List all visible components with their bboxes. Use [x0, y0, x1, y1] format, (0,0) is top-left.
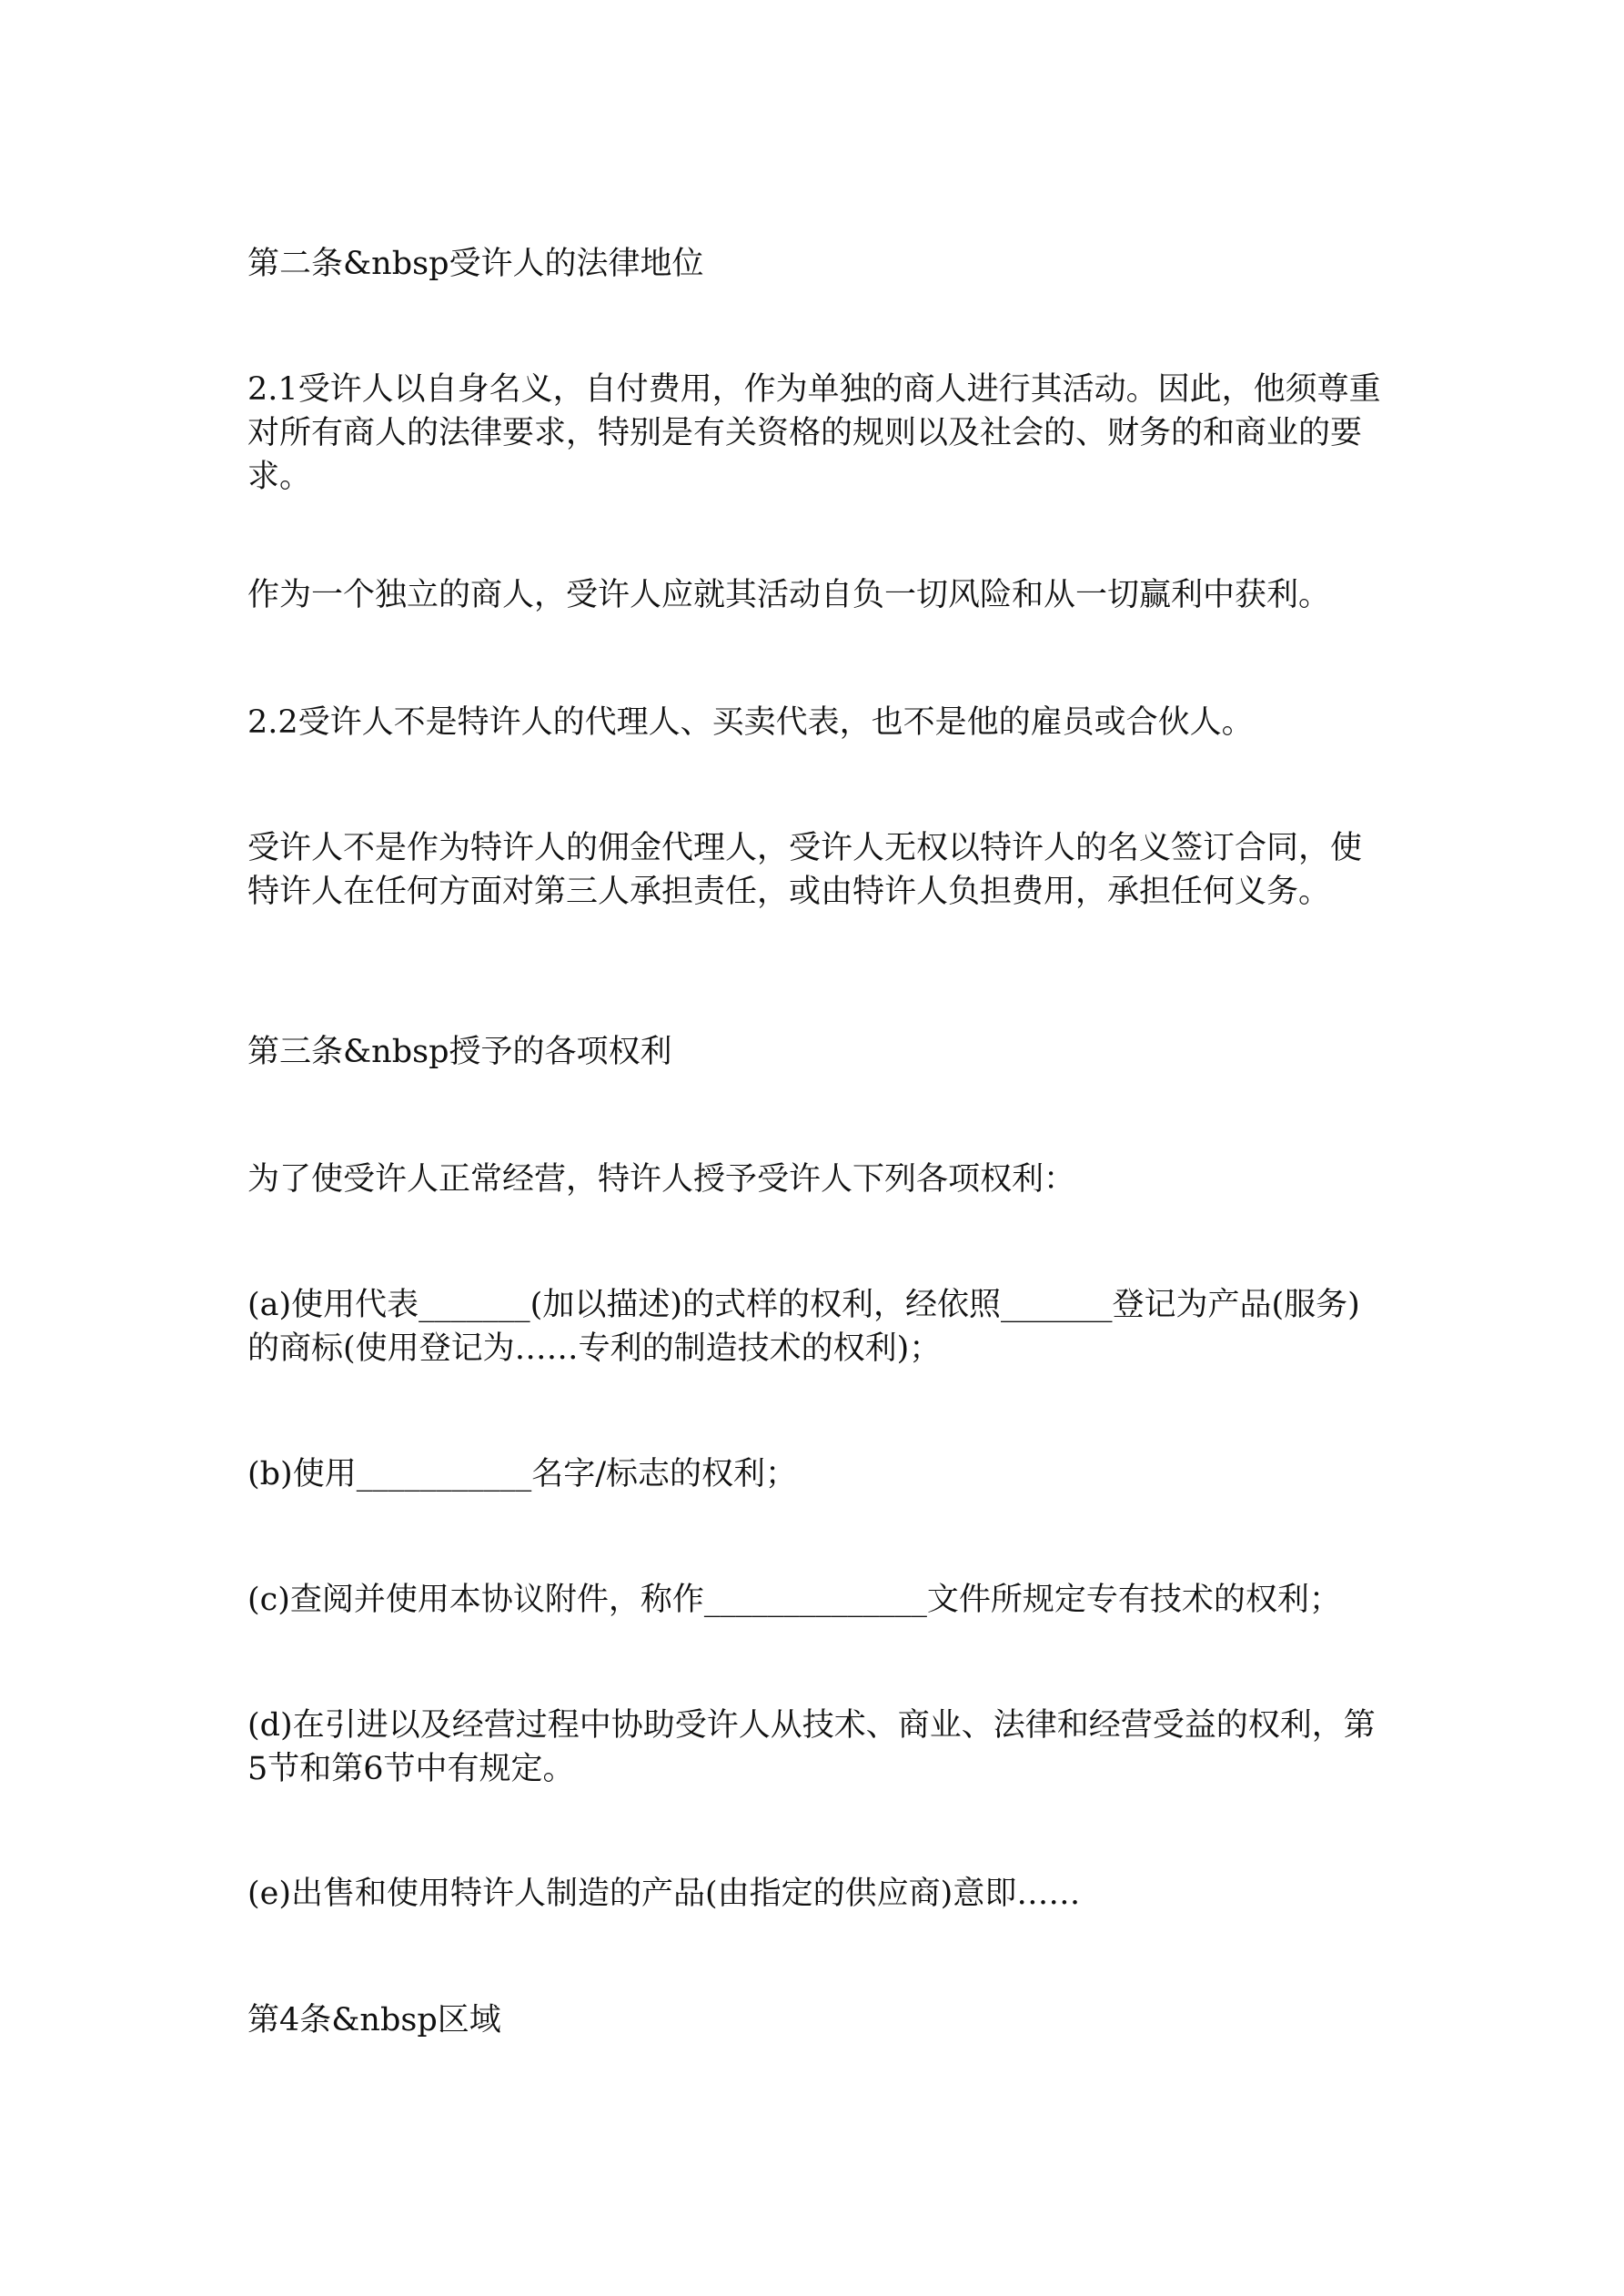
right-e: (e)出售和使用特许人制造的产品(由指定的供应商)意即…… — [247, 1876, 1081, 1912]
article-4-heading: 第4条&nbsp区域 — [247, 2002, 501, 2038]
clause-2-1-note: 作为一个独立的商人，受许人应就其活动自负一切风险和从一切赢利中获利。 — [247, 577, 1331, 613]
article-2-heading: 第二条&nbsp受许人的法律地位 — [247, 246, 704, 282]
right-a: (a)使用代表_______(加以描述)的式样的权利，经依照_______登记为产品(服务)的商标(使用登记为……专利的制造技术的权利)； — [247, 1287, 1360, 1367]
clause-2-2: 2.2受许人不是特许人的代理人、买卖代表，也不是他的雇员或合伙人。 — [247, 704, 1254, 741]
right-c: (c)查阅并使用本协议附件，称作______________文件所规定专有技术的权利； — [247, 1582, 1341, 1618]
article-3-heading: 第三条&nbsp授予的各项权利 — [247, 1034, 672, 1070]
right-d: (d)在引进以及经营过程中协助受许人从技术、商业、法律和经营受益的权利，第5节和第6节中有规定。 — [247, 1707, 1376, 1787]
right-b: (b)使用___________名字/标志的权利； — [247, 1456, 798, 1492]
article-3-intro: 为了使受许人正常经营，特许人授予受许人下列各项权利： — [247, 1161, 1076, 1198]
clause-2-2-note: 受许人不是作为特许人的佣金代理人，受许人无权以特许人的名义签订合同，使特许人在任何方面对第三人承担责任，或由特许人负担费用，承担任何义务。 — [247, 830, 1363, 910]
clause-2-1: 2.1受许人以自身名义，自付费用，作为单独的商人进行其活动。因此，他须尊重对所有商人的法律要求，特别是有关资格的规则以及社会的、财务的和商业的要求。 — [247, 371, 1381, 495]
